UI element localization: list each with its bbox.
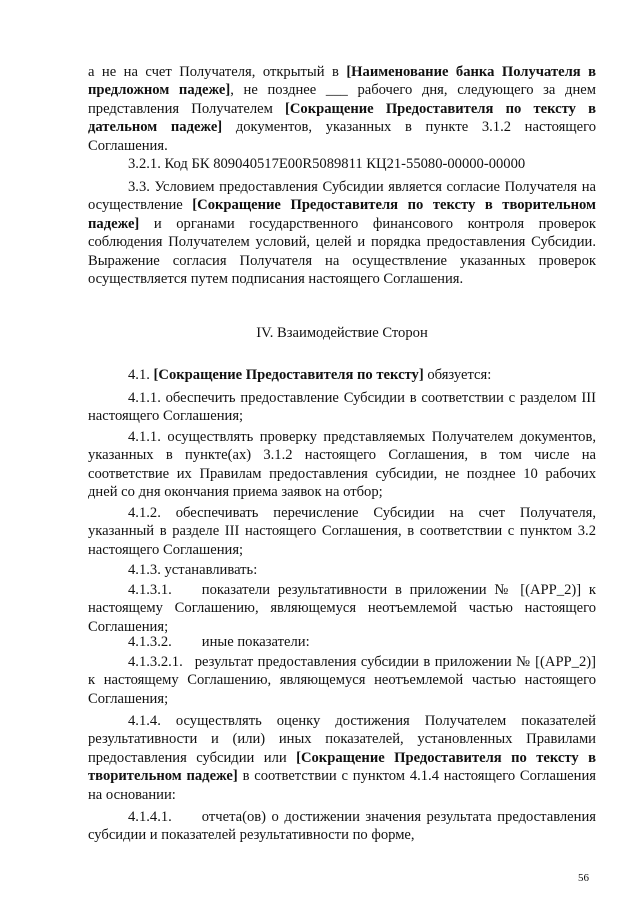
provider-dative-placeholder: [Сокращение Предоставителя по тексту в дательном падеже] (88, 100, 596, 136)
text: а не на счет Получателя, открытый в (88, 64, 347, 80)
bank-name-placeholder: [Наименование банка Получателя в предложном падеже] (88, 64, 596, 99)
text: результат предоставления субсидии в приложении № [(APP_2)] к настоящему Соглашению, являющемуся неотъемлемой частью настоящего Соглашения; (88, 654, 596, 707)
text: обязуется: (423, 367, 492, 383)
paragraph-bank-transfer (88, 63, 596, 155)
item-number: 4.1.3.2.1. (128, 654, 183, 670)
paragraph-4-1-2: 4.1.2. обеспечивать перечисление Субсидии на счет Получателя, указанный в разделе III настоящего Соглашения, в соответствии с пунктом 3.2 настоящего Соглашения; (88, 505, 596, 558)
text: 4.1.4. осуществлять оценку достижения Получателем показателей результативности и (или) иных показателей, установленных Правилами предоставления субсидии или (88, 713, 596, 766)
paragraph-4-1-4-1 (88, 808, 596, 845)
text: и органами государственного финансового контроля проверок соблюдения Получателем условий, целей и порядка предоставления Субсидии. Выражение согласия Получателя на осуществление указанных проверок осуществляется путем подписания настоящего Соглашения. (88, 215, 596, 288)
paragraph-4-1-3-1 (88, 581, 596, 636)
text: в соответствии с пунктом 4.1.4 настоящего Соглашения на основании: (88, 768, 596, 803)
paragraph-4-1 (88, 366, 636, 384)
paragraph-4-1-1-a: 4.1.1. обеспечить предоставление Субсидии в соответствии с разделом III настоящего Соглашения; (88, 390, 596, 425)
paragraph-4-1-3: 4.1.3. устанавливать: (128, 562, 258, 578)
text: документов, указанных в пункте 3.1.2 настоящего Соглашения. (88, 119, 596, 154)
section-heading: IV. Взаимодействие Сторон (256, 325, 428, 341)
page-number: 56 (578, 872, 589, 884)
text: 3.3. Условием предоставления Субсидии является согласие Получателя на осуществление (88, 179, 596, 214)
text: , не позднее ___ рабочего дня, следующего за днем представления Получателем (88, 82, 596, 117)
paragraph-4-1-1-b: 4.1.1. осуществлять проверку представляемых Получателем документов, указанных в пункте(ах) 3.1.2 настоящего Соглашения, в том числе на соответствие их Правилам предоставления субсидии, не позднее 10 рабочих дней со дня окончания приема заявок на отбор; (88, 429, 596, 501)
item-number: 4.1.4.1. (128, 809, 172, 825)
text: показатели результативности в приложении № [(APP_2)] к настоящему Соглашению, являющемуся неотъемлемой частью настоящего Соглашения; (88, 582, 596, 635)
paragraph-3-2-1: 3.2.1. Код БК 809040517Е00R5089811 КЦ21-55080-00000-00000 (128, 156, 526, 172)
text: иные показатели: (201, 634, 310, 650)
text: отчета(ов) о достижении значения результата предоставления субсидии и показателей результативности по форме, (88, 809, 596, 844)
text: 4.1. (128, 367, 154, 383)
item-number: 4.1.3.1. (128, 582, 172, 598)
paragraph-4-1-3-2 (88, 633, 636, 651)
item-number: 4.1.3.2. (128, 634, 172, 650)
paragraph-4-1-3-2-1 (88, 653, 596, 708)
paragraph-3-3 (88, 178, 596, 288)
provider-instrumental-placeholder: [Сокращение Предоставителя по тексту в творительном падеже] (88, 749, 596, 785)
paragraph-4-1-4 (88, 712, 596, 804)
provider-instrumental-placeholder: [Сокращение Предоставителя по тексту в творительном падеже] (88, 197, 596, 232)
provider-placeholder: [Сокращение Предоставителя по тексту] (153, 367, 424, 383)
